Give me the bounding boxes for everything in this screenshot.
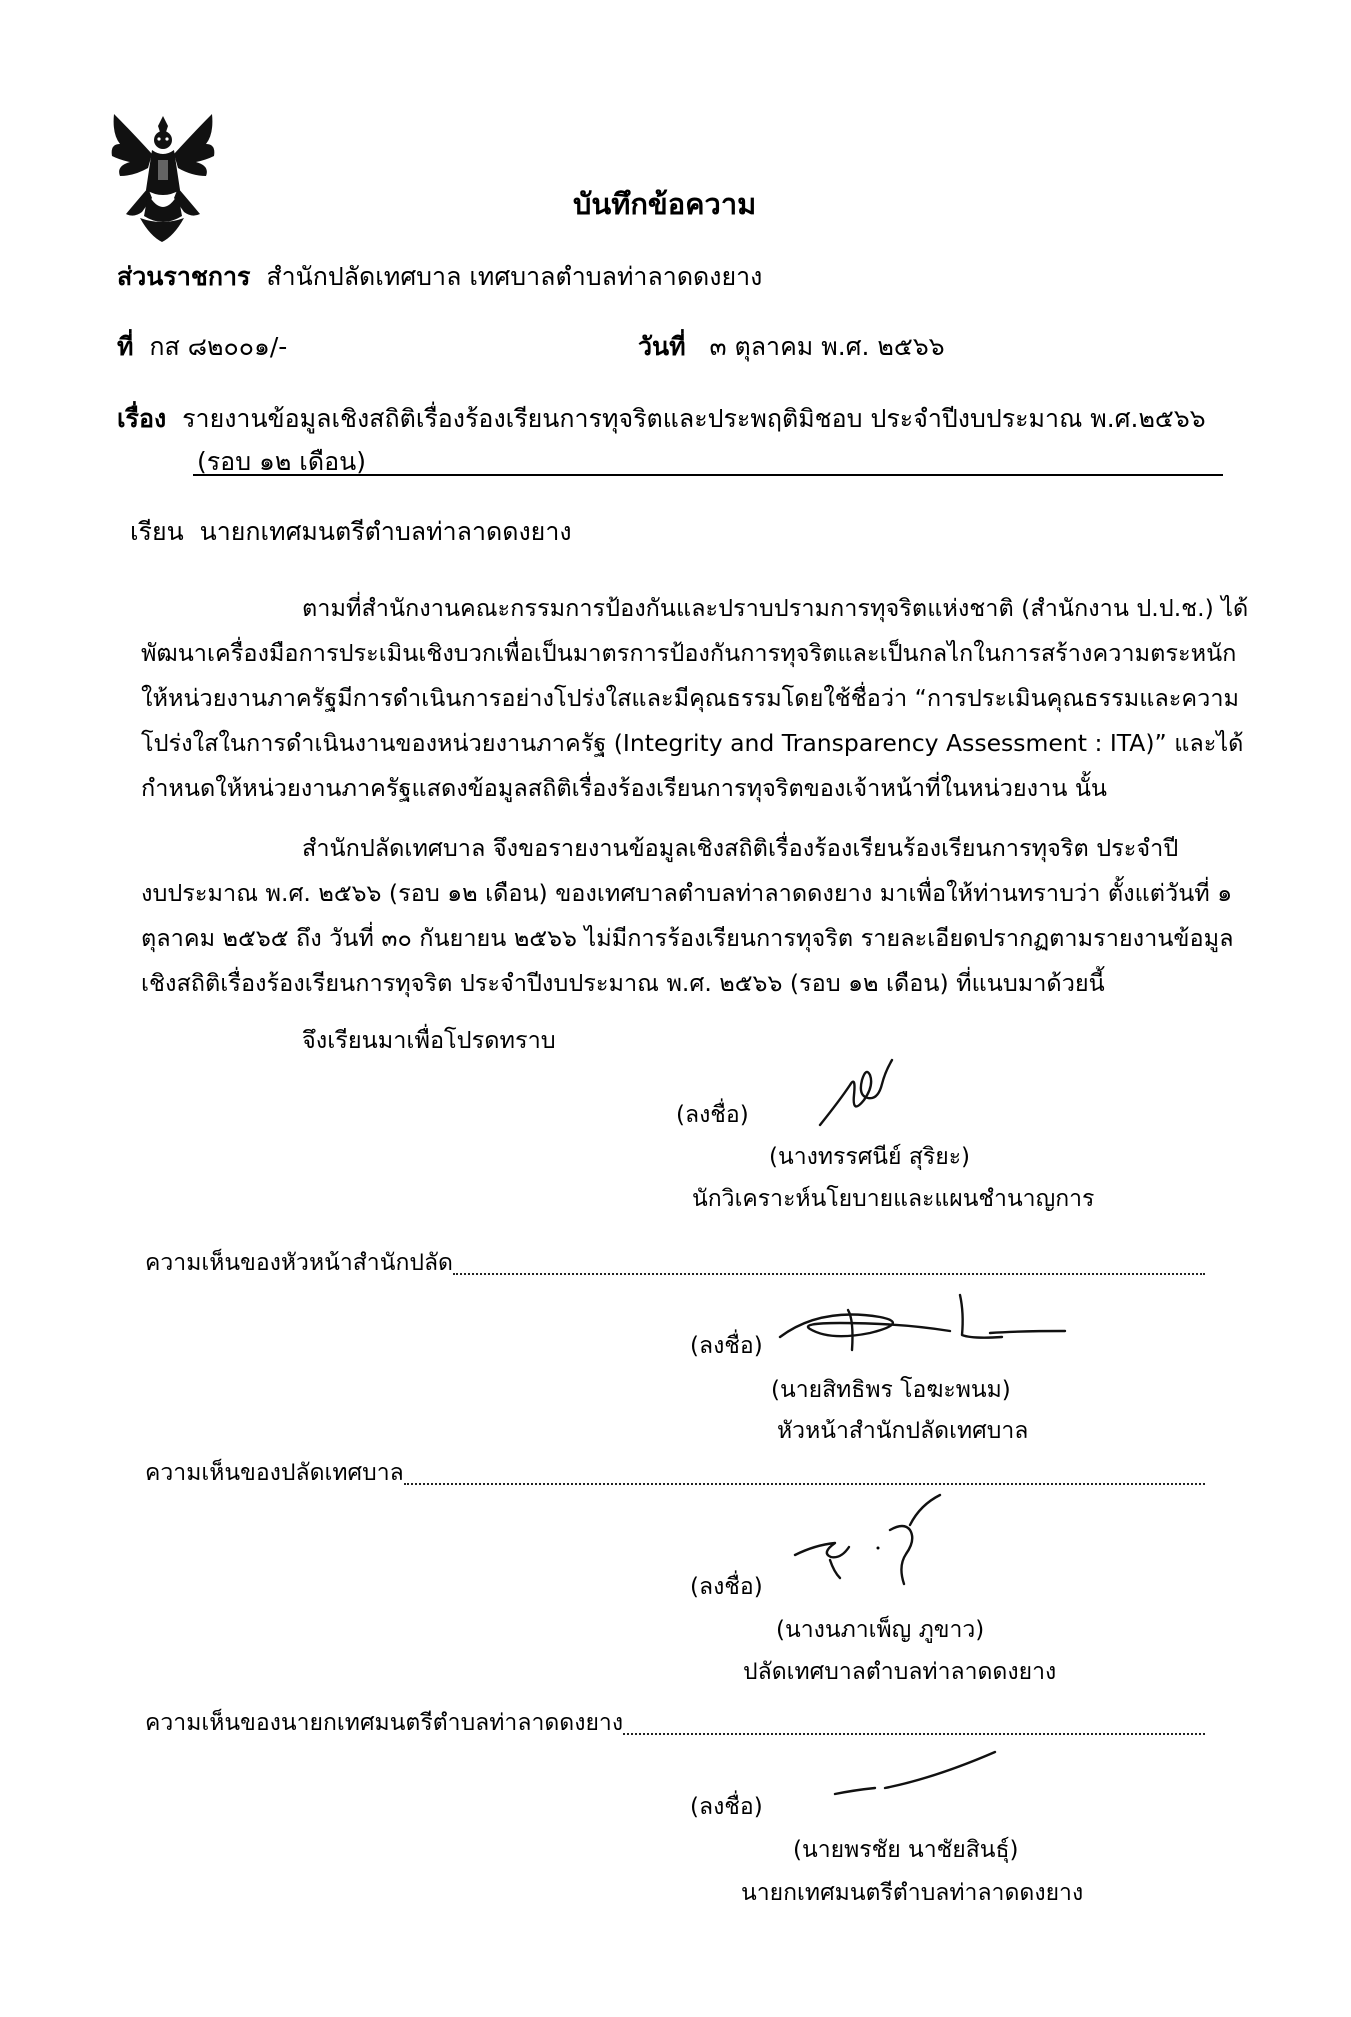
opinion-dotline-3 bbox=[623, 1705, 1205, 1735]
para1-line-3: ให้หน่วยงานภาครัฐมีการดำเนินการอย่างโปร่งใสและมีคุณธรรมโดยใช้ชื่อว่า “การประเมินคุณธรรมและความ bbox=[141, 684, 1240, 712]
date-value: ๓ ตุลาคม พ.ศ. ๒๕๖๖ bbox=[709, 332, 945, 361]
ref-row bbox=[117, 327, 287, 367]
closing-line: จึงเรียนมาเพื่อโปรดทราบ bbox=[302, 1026, 556, 1054]
agency-value: สำนักปลัดเทศบาล เทศบาลตำบลท่าลาดดงยาง bbox=[266, 262, 763, 291]
signature-3-mark bbox=[790, 1490, 970, 1590]
header-divider bbox=[193, 474, 1223, 476]
sign-label-4: (ลงชื่อ) bbox=[690, 1794, 763, 1820]
signer-position-3: ปลัดเทศบาลตำบลท่าลาดดงยาง bbox=[743, 1659, 1057, 1685]
signer-name-4: (นายพรชัย นาชัยสินธุ์) bbox=[793, 1837, 1019, 1863]
para2-line-2: งบประมาณ พ.ศ. ๒๕๖๖ (รอบ ๑๒ เดือน) ของเทศบาลตำบลท่าลาดดงยาง มาเพื่อให้ท่านทราบว่า ตั้งแต่วันที่ ๑ bbox=[141, 879, 1233, 907]
sign-label-3: (ลงชื่อ) bbox=[690, 1574, 763, 1600]
agency-label: ส่วนราชการ bbox=[117, 262, 251, 291]
memo-title: บันทึกข้อความ bbox=[573, 187, 757, 221]
para1-line-5: กำหนดให้หน่วยงานภาครัฐแสดงข้อมูลสถิติเรื่องร้องเรียนการทุจริตของเจ้าหน้าที่ในหน่วยงาน นั้น bbox=[141, 774, 1108, 802]
signer-name-1: (นางทรรศนีย์ สุริยะ) bbox=[769, 1144, 971, 1170]
para2-line-4: เชิงสถิติเรื่องร้องเรียนการทุจริต ประจำปีงบประมาณ พ.ศ. ๒๕๖๖ (รอบ ๑๒ เดือน) ที่แนบมาด้วยนี้ bbox=[141, 969, 1105, 997]
subject-row bbox=[117, 399, 1206, 439]
opinion-label-1: ความเห็นของหัวหน้าสำนักปลัด bbox=[145, 1250, 453, 1276]
para1-line-4: โปร่งใสในการดำเนินงานของหน่วยงานภาครัฐ (Integrity and Transparency Assessment : ITA)” และได้ bbox=[141, 729, 1244, 757]
para2-line-3: ตุลาคม ๒๕๖๕ ถึง วันที่ ๓๐ กันยายน ๒๕๖๖ ไม่มีการร้องเรียนการทุจริต รายละเอียดปรากฏตามรายงานข้อมูล bbox=[141, 924, 1234, 952]
subject-line-1: รายงานข้อมูลเชิงสถิติเรื่องร้องเรียนการทุจริตและประพฤติมิชอบ ประจำปีงบประมาณ พ.ศ.๒๕๖๖ bbox=[182, 404, 1206, 433]
agency-row bbox=[117, 257, 762, 297]
ref-label: ที่ bbox=[117, 332, 134, 361]
sign-label-2: (ลงชื่อ) bbox=[690, 1333, 763, 1359]
opinion-dotline-1 bbox=[453, 1245, 1205, 1275]
opinion-dotline-2 bbox=[404, 1455, 1205, 1485]
to-label: เรียน bbox=[130, 517, 184, 546]
date-row bbox=[638, 327, 945, 367]
signer-position-2: หัวหน้าสำนักปลัดเทศบาล bbox=[777, 1418, 1029, 1444]
opinion-row-1 bbox=[145, 1245, 1205, 1281]
para1-line-2: พัฒนาเครื่องมือการประเมินเชิงบวกเพื่อเป็นมาตรการป้องกันการทุจริตและเป็นกลไกในการสร้างความตระหนัก bbox=[141, 639, 1237, 667]
opinion-row-2 bbox=[145, 1455, 1205, 1491]
signer-name-3: (นางนภาเพ็ญ ภูขาว) bbox=[776, 1617, 985, 1643]
to-value: นายกเทศมนตรีตำบลท่าลาดดงยาง bbox=[199, 517, 572, 546]
opinion-row-3 bbox=[145, 1705, 1205, 1741]
to-row bbox=[130, 512, 572, 552]
subject-label: เรื่อง bbox=[117, 404, 167, 433]
garuda-emblem-icon bbox=[108, 110, 218, 245]
signature-1-mark bbox=[815, 1055, 905, 1130]
signature-2-mark bbox=[770, 1285, 1070, 1360]
signer-position-1: นักวิเคราะห์นโยบายและแผนชำนาญการ bbox=[692, 1186, 1095, 1212]
date-label: วันที่ bbox=[638, 332, 686, 361]
sign-label-1: (ลงชื่อ) bbox=[676, 1102, 749, 1128]
subject-line-2: (รอบ ๑๒ เดือน) bbox=[197, 447, 366, 476]
opinion-label-2: ความเห็นของปลัดเทศบาล bbox=[145, 1460, 404, 1486]
signer-name-2: (นายสิทธิพร โอฆะพนม) bbox=[771, 1377, 1011, 1403]
signer-position-4: นายกเทศมนตรีตำบลท่าลาดดงยาง bbox=[741, 1880, 1084, 1906]
ref-value: กส ๘๒๐๐๑/- bbox=[149, 332, 288, 361]
para2-line-1: สำนักปลัดเทศบาล จึงขอรายงานข้อมูลเชิงสถิติเรื่องร้องเรียนร้องเรียนการทุจริต ประจำปี bbox=[302, 834, 1179, 862]
signature-4-mark bbox=[830, 1748, 1000, 1808]
para1-line-1: ตามที่สำนักงานคณะกรรมการป้องกันและปราบปรามการทุจริตแห่งชาติ (สำนักงาน ป.ป.ช.) ได้ bbox=[302, 594, 1249, 622]
opinion-label-3: ความเห็นของนายกเทศมนตรีตำบลท่าลาดดงยาง bbox=[145, 1710, 624, 1736]
